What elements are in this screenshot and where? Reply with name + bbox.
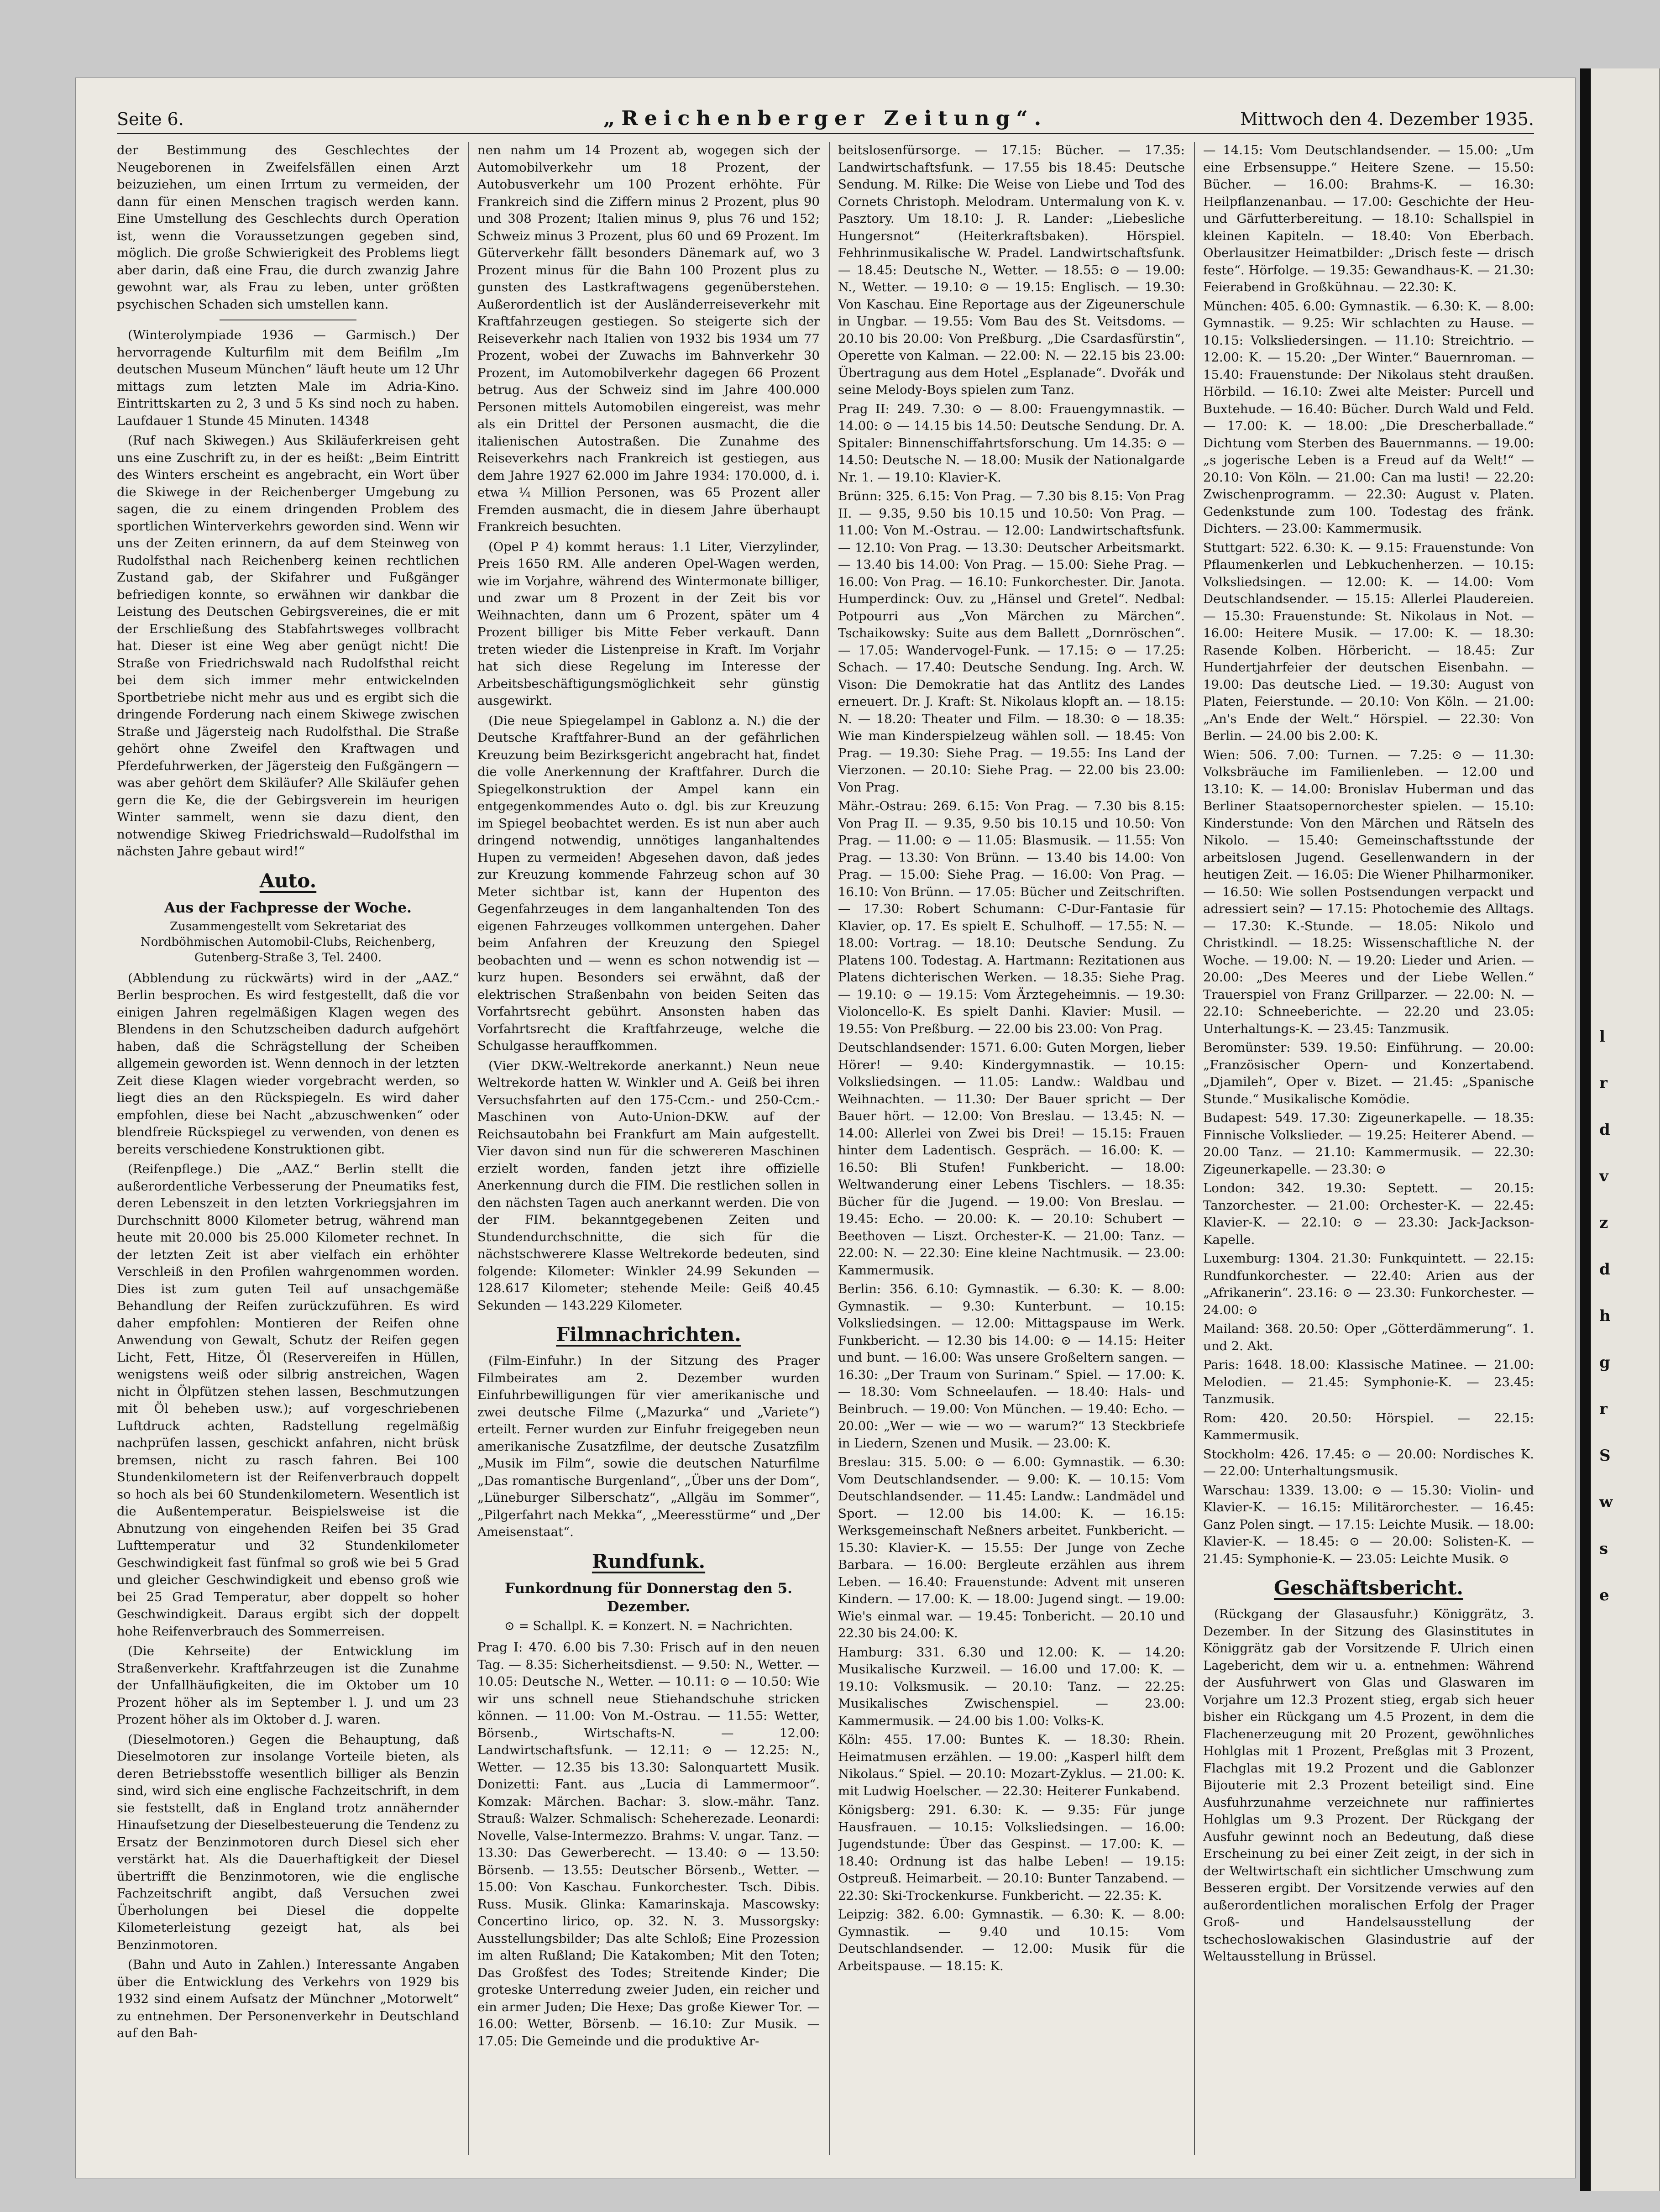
column-4 <box>1203 142 1534 2155</box>
article-text: (Bahn und Auto in Zahlen.) Interessante Angaben über die Entwicklung des Verkehrs von 1929 bis 1932 sind einem Aufsatz der Münchner „Motorwelt“ zu entnehmen. Der Personenverkehr in Deutschland auf den Bah- <box>117 1957 459 2040</box>
radio-program: Mailand: 368. 20.50: Oper „Götterdämmerung“. 1. und 2. Akt. <box>1203 1321 1534 1353</box>
radio-program: Prag II: 249. 7.30: ⊙ — 8.00: Frauengymnastik. — 14.00: ⊙ — 14.15 bis 14.50: Deutsche Sendung. Dr. A. Spitaler: Binnenschiffahrtsforschung. Um 14.35: ⊙ — 14.50: Deutsche N. — 18.00: Musik der Nationalgarde Nr. 1. — 19.10: Klavier-K. <box>838 401 1185 485</box>
column-3 <box>838 142 1185 2155</box>
edge-fragment: r <box>1599 1400 1608 1418</box>
radio-program: Königsberg: 291. 6.30: K. — 9.35: Für junge Hausfrauen. — 10.15: Volksliedsingen. — 16.00: Jugendstunde: Über das Gespinst. — 17.00: K. — 18.40: Ordnung ist das halbe Leben! — 19.15: Ostpreuß. Heimarbeit. — 20.10: Bunter Tanzabend. — 22.30: Ski-Trockenkurse. Funkbericht. — 22.35: K. <box>838 1803 1185 1903</box>
radio-program: Wien: 506. 7.00: Turnen. — 7.25: ⊙ — 11.30: Volksbräuche im Familienleben. — 12.00 und 13.10: K. — 14.00: Bronislav Huberman und das Berliner Staatsopernorchester spielen. — 15.10: Kinderstunde: Von den Märchen und Rätseln des Nikolo. — 15.40: Gemeinschaftsstunde der arbeitslosen Jugend. Gesellenwandern in der heutigen Zeit. — 16.05: Die Wiener Philharmoniker. — 16.50: Wie sollen Postsendungen verpackt und adressiert sein? — 17.15: Photochemie des Alltags. — 17.30: K.-Stunde. — 18.05: Nikolo und Christkindl. — 18.25: Wissenschaftliche N. der Woche. — 19.00: N. — 19.20: Lieder und Arien. — 20.00: „Des Meeres und der Liebe Wellen.“ Trauerspiel von Franz Grillparzer. — 22.00: N. — 22.10: Schneeberichte. — 22.20 und 23.05: Unterhaltungs-K. — 23.45: Tanzmusik. <box>1203 747 1534 1036</box>
radio-program: Stuttgart: 522. 6.30: K. — 9.15: Frauenstunde: Von Pflaumenkerlen und Lebkuchenherzen. — 10.15: Volksliedsingen. — 12.00: K. — 14.00: Vom Deutschlandsender. — 15.15: Allerlei Plaudereien. — 15.30: Frauenstunde: St. Nikolaus in Not. — 16.00: Heitere Musik. — 17.00: K. — 18.30: Rasende Kolben. Hörbericht. — 18.45: Zur Hundertjahrfeier der deutschen Eisenbahn. — 19.00: Das deutsche Lied. — 19.30: August von Platen, Feierstunde. — 20.10: Von Köln. — 21.00: „An's Ende der Welt.“ Hörspiel. — 22.30: Von Berlin. — 24.00 bis 2.00: K. <box>1203 540 1534 743</box>
section-heading-radio: Rundfunk. <box>592 1550 706 1573</box>
radio-program: Budapest: 549. 17.30: Zigeunerkapelle. — 18.35: Finnische Volkslieder. — 19.25: Heiterer Abend. — 20.00 Tanz. — 21.10: Kammermusik. — 22.30: Zigeunerkapelle. — 23.30: ⊙ <box>1203 1111 1534 1177</box>
edge-fragment: h <box>1599 1307 1611 1325</box>
radio-program: Warschau: 1339. 13.00: ⊙ — 15.30: Violin- und Klavier-K. — 16.15: Militärorchester. — 16.45: Ganz Polen singt. — 17.15: Leichte Musik. — 18.00: Klavier-K. — 18.45: ⊙ — 20.00: Solisten-K. — 21.45: Symphonie-K. — 23.05: Leichte Musik. ⊙ <box>1203 1483 1534 1566</box>
column-2 <box>477 142 820 2155</box>
radio-program: Luxemburg: 1304. 21.30: Funkquintett. — 22.15: Rundfunkorchester. — 22.40: Arien aus der „Afrikanerin“. 23.16: ⊙ — 23.30: Funkorchester. — 24.00: ⊙ <box>1203 1251 1534 1317</box>
edge-fragment: d <box>1599 1121 1610 1139</box>
page-header <box>117 101 1534 134</box>
radio-legend: ⊙ = Schallpl. K. = Konzert. N. = Nachrichten. <box>504 1619 793 1633</box>
section-heading-business: Geschäftsbericht. <box>1274 1577 1463 1599</box>
adjacent-page-strip <box>1580 68 1660 2191</box>
article-text: nen nahm um 14 Prozent ab, wogegen sich der Automobilverkehr um 18 Prozent, der Autobusverkehr um 100 Prozent erhöhte. Für Frankreich sind die Ziffern minus 2 Prozent, plus 90 und 308 Prozent; Italien minus 9, plus 76 und 152; Schweiz minus 3 Prozent, plus 60 und 69 Prozent. Im Güterverkehr fällt besonders Dänemark auf, wo 3 Prozent minus für die Bahn 100 Prozent plus zu gunsten des Lastkraftwagens gegenüberstehen. Außerordentlich ist der Ausländerreiseverkehr mit Kraftfahrzeugen gestiegen. So steigerte sich der Reiseverkehr nach Italien von 1932 bis 1934 um 77 Prozent, wobei der Zuwachs im Bahnverkehr 30 Prozent, im Automobilverkehr dagegen 66 Prozent betrug. Aus der Schweiz sind im Jahre 400.000 Personen mittels Automobilen eingereist, was mehr als ein Drittel der Personen ausmacht, die die italienischen Autostraßen. Die Zunahme des Reiseverkehrs nach Frankreich ist gestiegen, aus dem Jahre 1927 62.000 im Jahre 1934: 170.000, d. i. etwa ¼ Million Personen, was 65 Prozent aller Fremden ausmacht, die in diesem Jahre überhaupt Frankreich besuchten. <box>477 143 820 534</box>
radio-program: Rom: 420. 20.50: Hörspiel. — 22.15: Kammermusik. <box>1203 1410 1534 1442</box>
article-text: der Bestimmung des Geschlechtes der Neugeborenen in Zweifelsfällen einen Arzt beizuziehen, um einen Irrtum zu vermeiden, der dann für einen Menschen tragisch werden kann. Eine Umstellung des Geschlechts durch Operation ist, wenn die Voraussetzungen gegeben sind, möglich. Die große Schwierigkeit des Problems liegt aber darin, daß eine Frau, die durch zwanzig Jahre gewohnt war, als Frau zu leben, unter größten psychischen Schaden sich umstellen kann. <box>117 143 459 312</box>
column-1 <box>117 142 459 2155</box>
column-rule <box>468 142 469 2155</box>
edge-fragment: l <box>1599 1027 1605 1046</box>
article-text: (Film-Einfuhr.) In der Sitzung des Prager Filmbeirates am 2. Dezember wurden Einfuhrbewilligungen für vier amerikanische und zwei deutsche Filme („Mazurka“ und „Variete“) erteilt. Ferner wurden zur Einfuhr freigegeben neun amerikanische Zusatzfilme, der deutsche Zusatzfilm „Musik im Film“, sowie die deutschen Naturfilme „Das romantische Burgenland“, „Über uns der Dom“, „Lüneburger Silberschatz“, „Allgäu im Sommer“, „Pilgerfahrt nach Mekka“, „Meeresstürme“ und „Der Ameisenstaat“. <box>477 1353 820 1539</box>
radio-program: München: 405. 6.00: Gymnastik. — 6.30: K. — 8.00: Gymnastik. — 9.25: Wir schlachten zu Hause. — 10.15: Volksliedersingen. — 11.10: Streichtrio. — 12.00: K. — 15.20: „Der Winter.“ Bauernroman. — 15.40: Frauenstunde: Der Nikolaus steht draußen. Hörbild. — 16.10: Zwei alte Meister: Purcell und Buxtehude. — 16.40: Bücher. Durch Wald und Feld. — 17.00: K. — 18.00: „Die Drescherballade.“ Dichtung vom Sterben des Bauernmanns. — 19.00: „s jogerische Leben is a Freud auf da Welt!“ — 20.10: Von Köln. — 21.00: Can ma lusti! — 22.20: Zwischenprogramm. — 22.30: August v. Platen. Gedenkstunde zum 100. Todestag des fränk. Dichters. — 23.00: Kammermusik. <box>1203 299 1534 536</box>
article-text: (Abblendung zu rückwärts) wird in der „AAZ.“ Berlin besprochen. Es wird festgestellt, daß die vor einigen Jahren regelmäßigen Klagen wegen des Blendens in den Schutzscheiben dadurch aufgehört haben, daß die Schrägstellung der Scheiben allgemein geworden ist. Wenn dennoch in der letzten Zeit diese Klagen wieder vorgebracht werden, so liegt dies an den Rückspiegeln. Es wird daher empfohlen, diese bei Nacht „abzuschwenken“ oder blendfreie Rückspiegel zu verwenden, von denen es bereits verschiedene Konstruktionen gibt. <box>117 970 459 1157</box>
radio-subheading: Funkordnung für Donnerstag den 5. Dezember. <box>505 1580 792 1615</box>
edge-fragment: S <box>1599 1447 1611 1465</box>
radio-program: Hamburg: 331. 6.30 und 12.00: K. — 14.20: Musikalische Kurzweil. — 16.00 und 17.00: K. — 19.10: Volksmusik. — 20.10: Tanz. — 22.25: Musikalisches Zwischenspiel. — 23.00: Kammermusik. — 24.00 bis 1.00: Volks-K. <box>838 1645 1185 1728</box>
article-text: (Winterolympiade 1936 — Garmisch.) Der hervorragende Kulturfilm mit dem Beifilm „Im deutschen Museum München“ läuft heute um 12 Uhr mittags zum letzten Male im Adria-Kino. Eintrittskarten zu 2, 3 und 5 Ks sind noch zu haben. Laufdauer 1 Stunde 45 Minuten. 14348 <box>117 328 459 428</box>
article-text: (Reifenpflege.) Die „AAZ.“ Berlin stellt die außerordentliche Verbesserung der Pneumatiks fest, deren Lebenszeit in den letzten Vorkriegsjahren im Durchschnitt 8000 Kilometer betrug, während man heute mit 20.000 bis 25.000 Kilometer rechnet. In der letzten Zeit ist aber vielfach ein erhöhter Verschleiß in den Profilen wahrgenommen worden. Dies ist zum guten Teil auf unsachgemäße Behandlung der Reifen zurückzuführen. Es wird daher empfohlen: Montieren der Reifen ohne Anwendung von Gewalt, Schutz der Reifen gegen Licht, Fett, Hitze, Öl (Reservereifen in Hüllen, wenigstens weiß oder silbrig anstreichen, Wagen nicht in Ölpfützen stehen lassen, Beschmutzungen mit Öl beheben usw.); auf vorgeschriebenen Luftdruck achten, Radstellung regelmäßig nachprüfen lassen, geschickt anfahren, nicht brüsk bremsen, nicht zu rasch fahren. Bei 100 Stundenkilometern ist der Reifenverbrauch doppelt so hoch als bei 60 Stundenkilometern. Wesentlich ist die Außentemperatur. Beispielsweise ist die Abnutzung von eingehenden Reifen bei 35 Grad Lufttemperatur und 32 Stundenkilometer Geschwindigkeit fast fünfmal so groß wie bei 5 Grad und gleicher Geschwindigkeit und ebenso groß wie bei 25 Grad Temperatur, aber doppelt so hoher Geschwindigkeit. Daraus ergibt sich der doppelt hohe Reifenverbrauch des Sommerreisen. <box>117 1162 459 1639</box>
edge-fragment: d <box>1599 1260 1610 1279</box>
article-text: (Opel P 4) kommt heraus: 1.1 Liter, Vierzylinder, Preis 1650 RM. Alle anderen Opel-Wagen werden, wie im Vorjahre, während des Wintermonate billiger, und zwar um 8 Prozent in der Zeit bis vor Weihnachten, dann um 6 Prozent, später um 4 Prozent billiger bis Mitte Feber verkauft. Dann treten wieder die Listenpreise in Kraft. Im Vorjahr hat sich diese Regelung im Interesse der Arbeitsbeschäftigungsmöglichkeit sehr günstig ausgewirkt. <box>477 539 820 708</box>
edge-fragment: w <box>1599 1493 1613 1511</box>
column-rule <box>1194 142 1195 2155</box>
edge-fragment: r <box>1599 1074 1608 1092</box>
section-heading-film: Filmnachrichten. <box>556 1323 741 1346</box>
radio-program: London: 342. 19.30: Septett. — 20.15: Tanzorchester. — 21.00: Orchester-K. — 22.45: Klavier-K. — 22.10: ⊙ — 23.30: Jack-Jackson-Kapelle. <box>1203 1181 1534 1247</box>
radio-program: beitslosenfürsorge. — 17.15: Bücher. — 17.35: Landwirtschaftsfunk. — 17.55 bis 18.45: Deutsche Sendung. M. Rilke: Die Weise von Liebe und Tod des Cornets Christoph. Melodram. Untermalung von K. v. Pasztory. Um 18.10: J. R. Lander: „Liebesliche Hungersnot“ (Heiterkraftsbaken). Hörspiel. Fehhrinmusikalische W. Pradel. Landwirtschaftsfunk. — 18.45: Deutsche N., Wetter. — 18.55: ⊙ — 19.00: N., Wetter. — 19.10: ⊙ — 19.15: Englisch. — 19.30: Von Kaschau. Eine Reportage aus der Zigeunerschule in Ungbar. — 19.55: Vom Bau des St. Veitsdoms. — 20.10 bis 20.00: Von Preßburg. „Die Csardasfürstin“, Operette von Kalman. — 22.00: N. — 22.15 bis 23.00: Übertragung aus dem Hotel „Esplanade“. Dvořák und seine Melody-Boys spielen zum Tanz. <box>838 143 1185 397</box>
radio-program: Mähr.-Ostrau: 269. 6.15: Von Prag. — 7.30 bis 8.15: Von Prag II. — 9.35, 9.50 bis 10.15 und 10.50: Von Prag. — 11.00: ⊙ — 11.05: Blasmusik. — 11.55: Von Prag. — 13.30: Von Brünn. — 13.40 bis 14.00: Von Prag. — 15.00: Siehe Prag. — 16.00: Von Prag. — 16.10: Von Brünn. — 17.05: Bücher und Zeitschriften. — 17.30: Robert Schumann: C-Dur-Fantasie für Klavier, op. 17. Es spielt E. Schulhoff. — 17.55: N. — 18.00: Vortrag. — 18.10: Deutsche Sendung. Zu Platens 100. Todestag. A. Hartmann: Rezitationen aus Platens dichterischen Werken. — 18.35: Siehe Prag. — 19.10: ⊙ — 19.15: Vom Ärztegeheimnis. — 19.30: Violoncello-K. Es spielt Danhi. Klavier: Musil. — 19.55: Von Preßburg. — 22.00 bis 23.00: Von Prag. <box>838 799 1185 1036</box>
radio-program: Paris: 1648. 18.00: Klassische Matinee. — 21.00: Melodien. — 21.45: Symphonie-K. — 23.45: Tanzmusik. <box>1203 1358 1534 1406</box>
edge-fragment: v <box>1599 1167 1608 1185</box>
newspaper-title: „Reichenberger Zeitung“. <box>603 107 1048 130</box>
edge-fragment: s <box>1599 1540 1608 1558</box>
issue-date: Mittwoch den 4. Dezember 1935. <box>1240 109 1534 129</box>
article-text: (Die neue Spiegelampel in Gablonz a. N.) die der Deutsche Kraftfahrer-Bund an der gefährlichen Kreuzung beim Bezirksgericht angebracht hat, findet die volle Anerkennung der Kraftfahrer. Durch die Spiegelkonstruktion der Ampel kann ein entgegenkommendes Auto o. dgl. bis zur Kreuzung im Spiegel beobachtet werden. Es ist nun aber auch dringend notwendig, unnötiges langanhaltendes Hupen zu vermeiden! Abgesehen davon, daß jedes zur Kreuzung kommende Fahrzeug schon auf 30 Meter sichtbar ist, kann der Hupenton des Gegenfahrzeuges in dem langanhaltenden Ton des eigenen Fahrzeuges vollkommen untergehen. Daher beim Anfahren der Kreuzung den Spiegel beobachten und — wenn es schon notwendig ist — kurz hupen. Besonders sei erwähnt, daß der elektrischen Straßenbahn von beiden Seiten das Vorfahrtsrecht gebührt. Ansonsten haben das Vorfahrtsrecht die Kraftfahrzeuge, welche die Schulgasse herauffkommen. <box>477 713 820 1053</box>
radio-program: Berlin: 356. 6.10: Gymnastik. — 6.30: K. — 8.00: Gymnastik. — 9.30: Kunterbunt. — 10.15: Volksliedsingen. — 12.00: Mittagspause im Werk. Funkbericht. — 12.30 bis 14.00: ⊙ — 14.15: Heiter und bunt. — 16.00: Was unsere Großeltern sangen. — 16.30: „Der Traum von Surinam.“ Spiel. — 17.00: K. — 18.30: Vom Schneelaufen. — 18.40: Hals- und Beinbruch. — 19.00: Von München. — 19.40: Echo. — 20.00: „Wer — wie — wo — warum?“ 13 Steckbriefe in Liedern, Szenen und Musik. — 23.00: K. <box>838 1282 1185 1451</box>
article-text: (Ruf nach Skiwegen.) Aus Skiläuferkreisen geht uns eine Zuschrift zu, in der es heißt: „Beim Eintritt des Winters erscheint es angebracht, ein Wort über die Skiwege in der Reichenberger Umgebung zu sagen, die zu einem dringenden Problem des sportlichen Winterverkehrs geworden sind. Wenn wir uns der Zeiten erinnern, da auf dem Steinweg von Rudolfsthal nach Reichenberg keinen rechtlichen Zustand gab, der Skifahrer und Fußgänger befriedigen konnte, so erwähnen wir dankbar die Leistung des Deutschen Gebirgsvereines, die er mit der Erschließung des Stabfahrtsweges vollbracht hat. Dieser ist eine Weg aber genügt nicht! Die Straße von Friedrichswald nach Rudolfsthal reicht bei dem sich immer mehr entwickelnden Sportbetriebe nicht mehr aus und es ergibt sich die dringende Forderung nach einem Skiwege zwischen Straße und Jägersteig nach Rudolfsthal. Die Straße gehört ohne Zweifel den Kraftwagen und Pferdefuhrwerken, der Jägersteig den Fußgängern — was aber gehört dem Skiläufer? Alle Skiläufer gehen gern die Ke, die der Gebirgsverein im heurigen Winter sammelt, wenn sie dazu dient, den notwendige Skiweg Friedrichswald—Rudolfsthal im nächsten Jahre gebaut wird!“ <box>117 433 459 859</box>
column-rule <box>829 142 830 2155</box>
edge-fragment: e <box>1599 1586 1609 1604</box>
newspaper-page <box>75 78 1576 2178</box>
page-number: Seite 6. <box>117 109 184 129</box>
radio-program: — 14.15: Vom Deutschlandsender. — 15.00: „Um eine Erbsensuppe.“ Heitere Szene. — 15.50: Bücher. — 16.00: Brahms-K. — 16.30: Heilpflanzenanbau. — 17.00: Geschichte der Heu- und Gärfutterbereitung. — 18.10: Schallspiel in kleinen Kapiteln. — 18.40: Von Eberbach. Oberlausitzer Heimatbilder: „Drisch feste — drisch feste“. Hörfolge. — 19.35: Gewandhaus-K. — 21.30: Feierabend in Großkühnau. — 22.30: K. <box>1203 143 1534 294</box>
radio-program: Breslau: 315. 5.00: ⊙ — 6.00: Gymnastik. — 6.30: Vom Deutschlandsender. — 9.00: K. — 10.15: Vom Deutschlandsender. — 11.45: Landw.: Landmädel und Sport. — 12.00 bis 14.00: K. — 16.15: Werksgemeinschaft Neßners arbeitet. Funkbericht. — 15.30: Klavier-K. — 15.55: Der Junge von Zeche Barbara. — 16.00: Bergleute erzählen aus ihrem Leben. — 16.40: Frauenstunde: Advent mit unseren Kindern. — 17.00: K. — 18.00: Jugend singt. — 19.00: Wie's einmal war. — 19.45: Tonbericht. — 20.10 und 22.30 bis 24.00: K. <box>838 1455 1185 1641</box>
radio-program: Deutschlandsender: 1571. 6.00: Guten Morgen, lieber Hörer! — 9.40: Kindergymnastik. — 10.15: Volksliedsingen. — 11.05: Landw.: Waldbau und Weihnachten. — 11.30: Der Bauer spricht — Der Bauer hört. — 12.00: Von Breslau. — 13.45: N. — 14.00: Allerlei von Zwei bis Drei! — 15.15: Frauen hinter dem Ladentisch. Gespräch. — 16.00: K. — 16.50: Bli Stufen! Funkbericht. — 18.00: Weltwanderung einer Lebens Tischlers. — 18.35: Bücher für die Jugend. — 19.00: Von Breslau. — 19.45: Echo. — 20.00: K. — 20.10: Schubert — Beethoven — Liszt. Orchester-K. — 21.00: Tanz. — 22.00: N. — 22.30: Eine kleine Nachtmusik. — 23.00: Kammermusik. <box>838 1040 1185 1278</box>
radio-program: Leipzig: 382. 6.00: Gymnastik. — 6.30: K. — 8.00: Gymnastik. — 9.40 und 10.15: Vom Deutschlandsender. — 12.00: Musik für die Arbeitspause. — 18.15: K. <box>838 1907 1185 1973</box>
radio-program: Köln: 455. 17.00: Buntes K. — 18.30: Rhein. Heimatmusen erzählen. — 19.00: „Kasperl hilft dem Nikolaus.“ Spiel. — 20.10: Mozart-Zyklus. — 21.00: K. mit Ludwig Hoelscher. — 22.30: Heiterer Funkabend. <box>838 1732 1185 1798</box>
radio-program: Stockholm: 426. 17.45: ⊙ — 20.00: Nordisches K. — 22.00: Unterhaltungsmusik. <box>1203 1447 1534 1478</box>
section-heading-auto: Auto. <box>259 869 317 892</box>
section-subheading: Aus der Fachpresse der Woche. <box>164 899 412 916</box>
edge-fragment: g <box>1599 1353 1610 1372</box>
radio-program: Prag I: 470. 6.00 bis 7.30: Frisch auf in den neuen Tag. — 8.35: Sicherheitsdienst. — 9.50: N., Wetter. — 10.05: Deutsche N., Wetter. — 10.11: ⊙ — 10.50: Wie wir uns schnell neue Stiehandschuhe stricken können. — 11.00: Von M.-Ostrau. — 11.55: Wetter, Börsenb., Wirtschafts-N. — 12.00: Landwirtschaftsfunk. — 12.11: ⊙ — 12.25: N., Wetter. — 12.35 bis 13.30: Salonquartett Musik. Donizetti: Fant. aus „Lucia di Lammermoor“. Komzak: Märchen. Bachar: 3. slow.-mähr. Tanz. Strauß: Walzer. Schmalisch: Scheherezade. Leonardi: Novelle, Valse-Intermezzo. Brahms: V. ungar. Tanz. — 13.30: Das Gewerberecht. — 13.40: ⊙ — 13.50: Börsenb. — 13.55: Deutscher Börsenb., Wetter. — 15.00: Von Kaschau. Funkorchester. Tsch. Dibis. Russ. Musik. Glinka: Kamarinskaja. Mascowsky: Concertino lirico, op. 32. N. 3. Mussorgsky: Ausstellungsbilder; Das alte Schloß; Eine Prozession im alten Rußland; Die Katakomben; Mit den Toten; Das Großfest des Todes; Streitende Kinder; Die groteske Unterredung zweier Juden, ein reicher und ein armer Juden; Die Hexe; Das große Kiewer Tor. — 16.00: Wetter, Börsenb. — 16.10: Zur Musik. — 17.05: Die Gemeinde und die produktive Ar- <box>477 1640 820 2049</box>
radio-program: Brünn: 325. 6.15: Von Prag. — 7.30 bis 8.15: Von Prag II. — 9.35, 9.50 bis 10.15 und 10.50: Von Prag. — 11.00: Von M.-Ostrau. — 12.00: Landwirtschaftsfunk. — 12.10: Von Prag. — 13.30: Deutscher Arbeitsmarkt. — 13.40 bis 14.00: Von Prag. — 15.00: Siehe Prag. — 16.00: Von Prag. — 16.10: Funkorchester. Dir. Janota. Humperdinck: Ouv. zu „Hänsel und Gretel“. Nedbal: Potpourri aus „Von Märchen zu Märchen“. Tschaikowsky: Suite aus dem Ballett „Dornröschen“. — 17.05: Wandervogel-Funk. — 17.15: ⊙ — 17.25: Schach. — 17.40: Deutsche Sendung. Ing. Arch. W. Vison: Die Demokratie hat das Antlitz des Landes erneuert. Dr. J. Kraft: St. Nikolaus klopft an. — 18.15: N. — 18.20: Theater und Film. — 18.30: ⊙ — 18.35: Wie man Kinderspielzeug wählen soll. — 18.45: Von Prag. — 19.30: Siehe Prag. — 19.55: Ins Land der Vierzonen. — 20.10: Siehe Prag. — 22.00 bis 23.00: Von Prag. <box>838 489 1185 795</box>
article-text: (Dieselmotoren.) Gegen die Behauptung, daß Dieselmotoren zur insolange Vorteile bieten, als deren Betriebsstoffe wesentlich billiger als Benzin sind, wird sich eine englische Fachzeitschrift, in dem sie feststellt, daß in England trotz annähernder Hinaufsetzung der Dieselbesteuerung die Tendenz zu Ersatz der Benzinmotoren durch Diesel sich eher verstärkt hat. Als die Dauerhaftigkeit der Diesel übertrifft die Benzinmotoren, wie die englische Fachzeitschrift angibt, daß Versuchen zwei Überholungen bei Diesel die doppelte Kilometerleistung gezeigt hat, als bei Benzinmotoren. <box>117 1732 459 1952</box>
radio-program: Beromünster: 539. 19.50: Einführung. — 20.00: „Französischer Opern- und Konzertabend. „Djamileh“, Oper v. Bizet. — 21.45: „Spanische Stunde.“ Musikalische Komödie. <box>1203 1040 1534 1106</box>
article-text: (Die Kehrseite) der Entwicklung im Straßenverkehr. Kraftfahrzeugen ist die Zunahme der Unfallhäufigkeiten, die im Oktober um 10 Prozent höher als im September l. J. und um 23 Prozent höher als im Oktober d. J. waren. <box>117 1644 459 1727</box>
edge-fragment: z <box>1599 1214 1608 1232</box>
article-text: (Vier DKW.-Weltrekorde anerkannt.) Neun neue Weltrekorde hatten W. Winkler und A. Geiß bei ihren Versuchsfahrten auf den 175-Ccm.- und 250-Ccm.-Maschinen von Auto-Union-DKW. auf der Reichsautobahn bei Frankfurt am Main aufgestellt. Vier davon sind nun für die schwereren Maschinen erzielt worden, fanden jetzt ihre offizielle Anerkennung durch die FIM. Die restlichen sollen in den nächsten Tagen auch anerkannt werden. Die von der FIM. bekanntgegebenen Zeiten und Stundendurchschnitte, die sich für die nächstschwerere Klasse Weltrekorde bedeuten, sind folgende: Kilometer: Winkler 24.99 Sekunden — 128.617 Kilometer; stehende Meile: Geiß 40.45 Sekunden — 143.229 Kilometer. <box>477 1058 820 1313</box>
adjacent-page-edge <box>1590 68 1660 2191</box>
article-text: (Rückgang der Glasausfuhr.) Königgrätz, 3. Dezember. In der Sitzung des Glasinstitutes in Königgrätz gab der Vorsitzende F. Ulrich einen Lagebericht, dem wir u. a. entnehmen: Während der Ausfuhrwert von Glas und Glaswaren im Vorjahre um 12.3 Prozent stieg, ergab sich heuer bisher ein Rückgang um 4.5 Prozent, in dem die Flachenerzeugung mit 20 Prozent, gewöhnliches Hohlglas mit 1 Prozent, Preßglas mit 3 Prozent, Flachglas mit 19.2 Prozent und die Gablonzer Bijouterie mit 2.3 Prozent beteiligt sind. Eine Ausfuhrzunahme verzeichnete nur raffiniertes Hohlglas um 9.3 Prozent. Der Rückgang der Ausfuhr gewinnt noch an Bedeutung, daß diese Erscheinung zu bei einer Zeit zeigt, in der sich in der Weltwirtschaft ein sichtlicher Umschwung zum Besseren ergibt. Der Vorsitzende verwies auf den außerordentlichen moralischen Erfolg der Prager Groß- und Handelsausstellung der tschechoslowakischen Glasindustrie auf der Weltausstellung in Brüssel. <box>1203 1607 1534 1964</box>
section-source: Zusammengestellt vom Sekretariat des Nordböhmischen Automobil-Clubs, Reichenberg, Gutenberg-Straße 3, Tel. 2400. <box>140 919 436 964</box>
